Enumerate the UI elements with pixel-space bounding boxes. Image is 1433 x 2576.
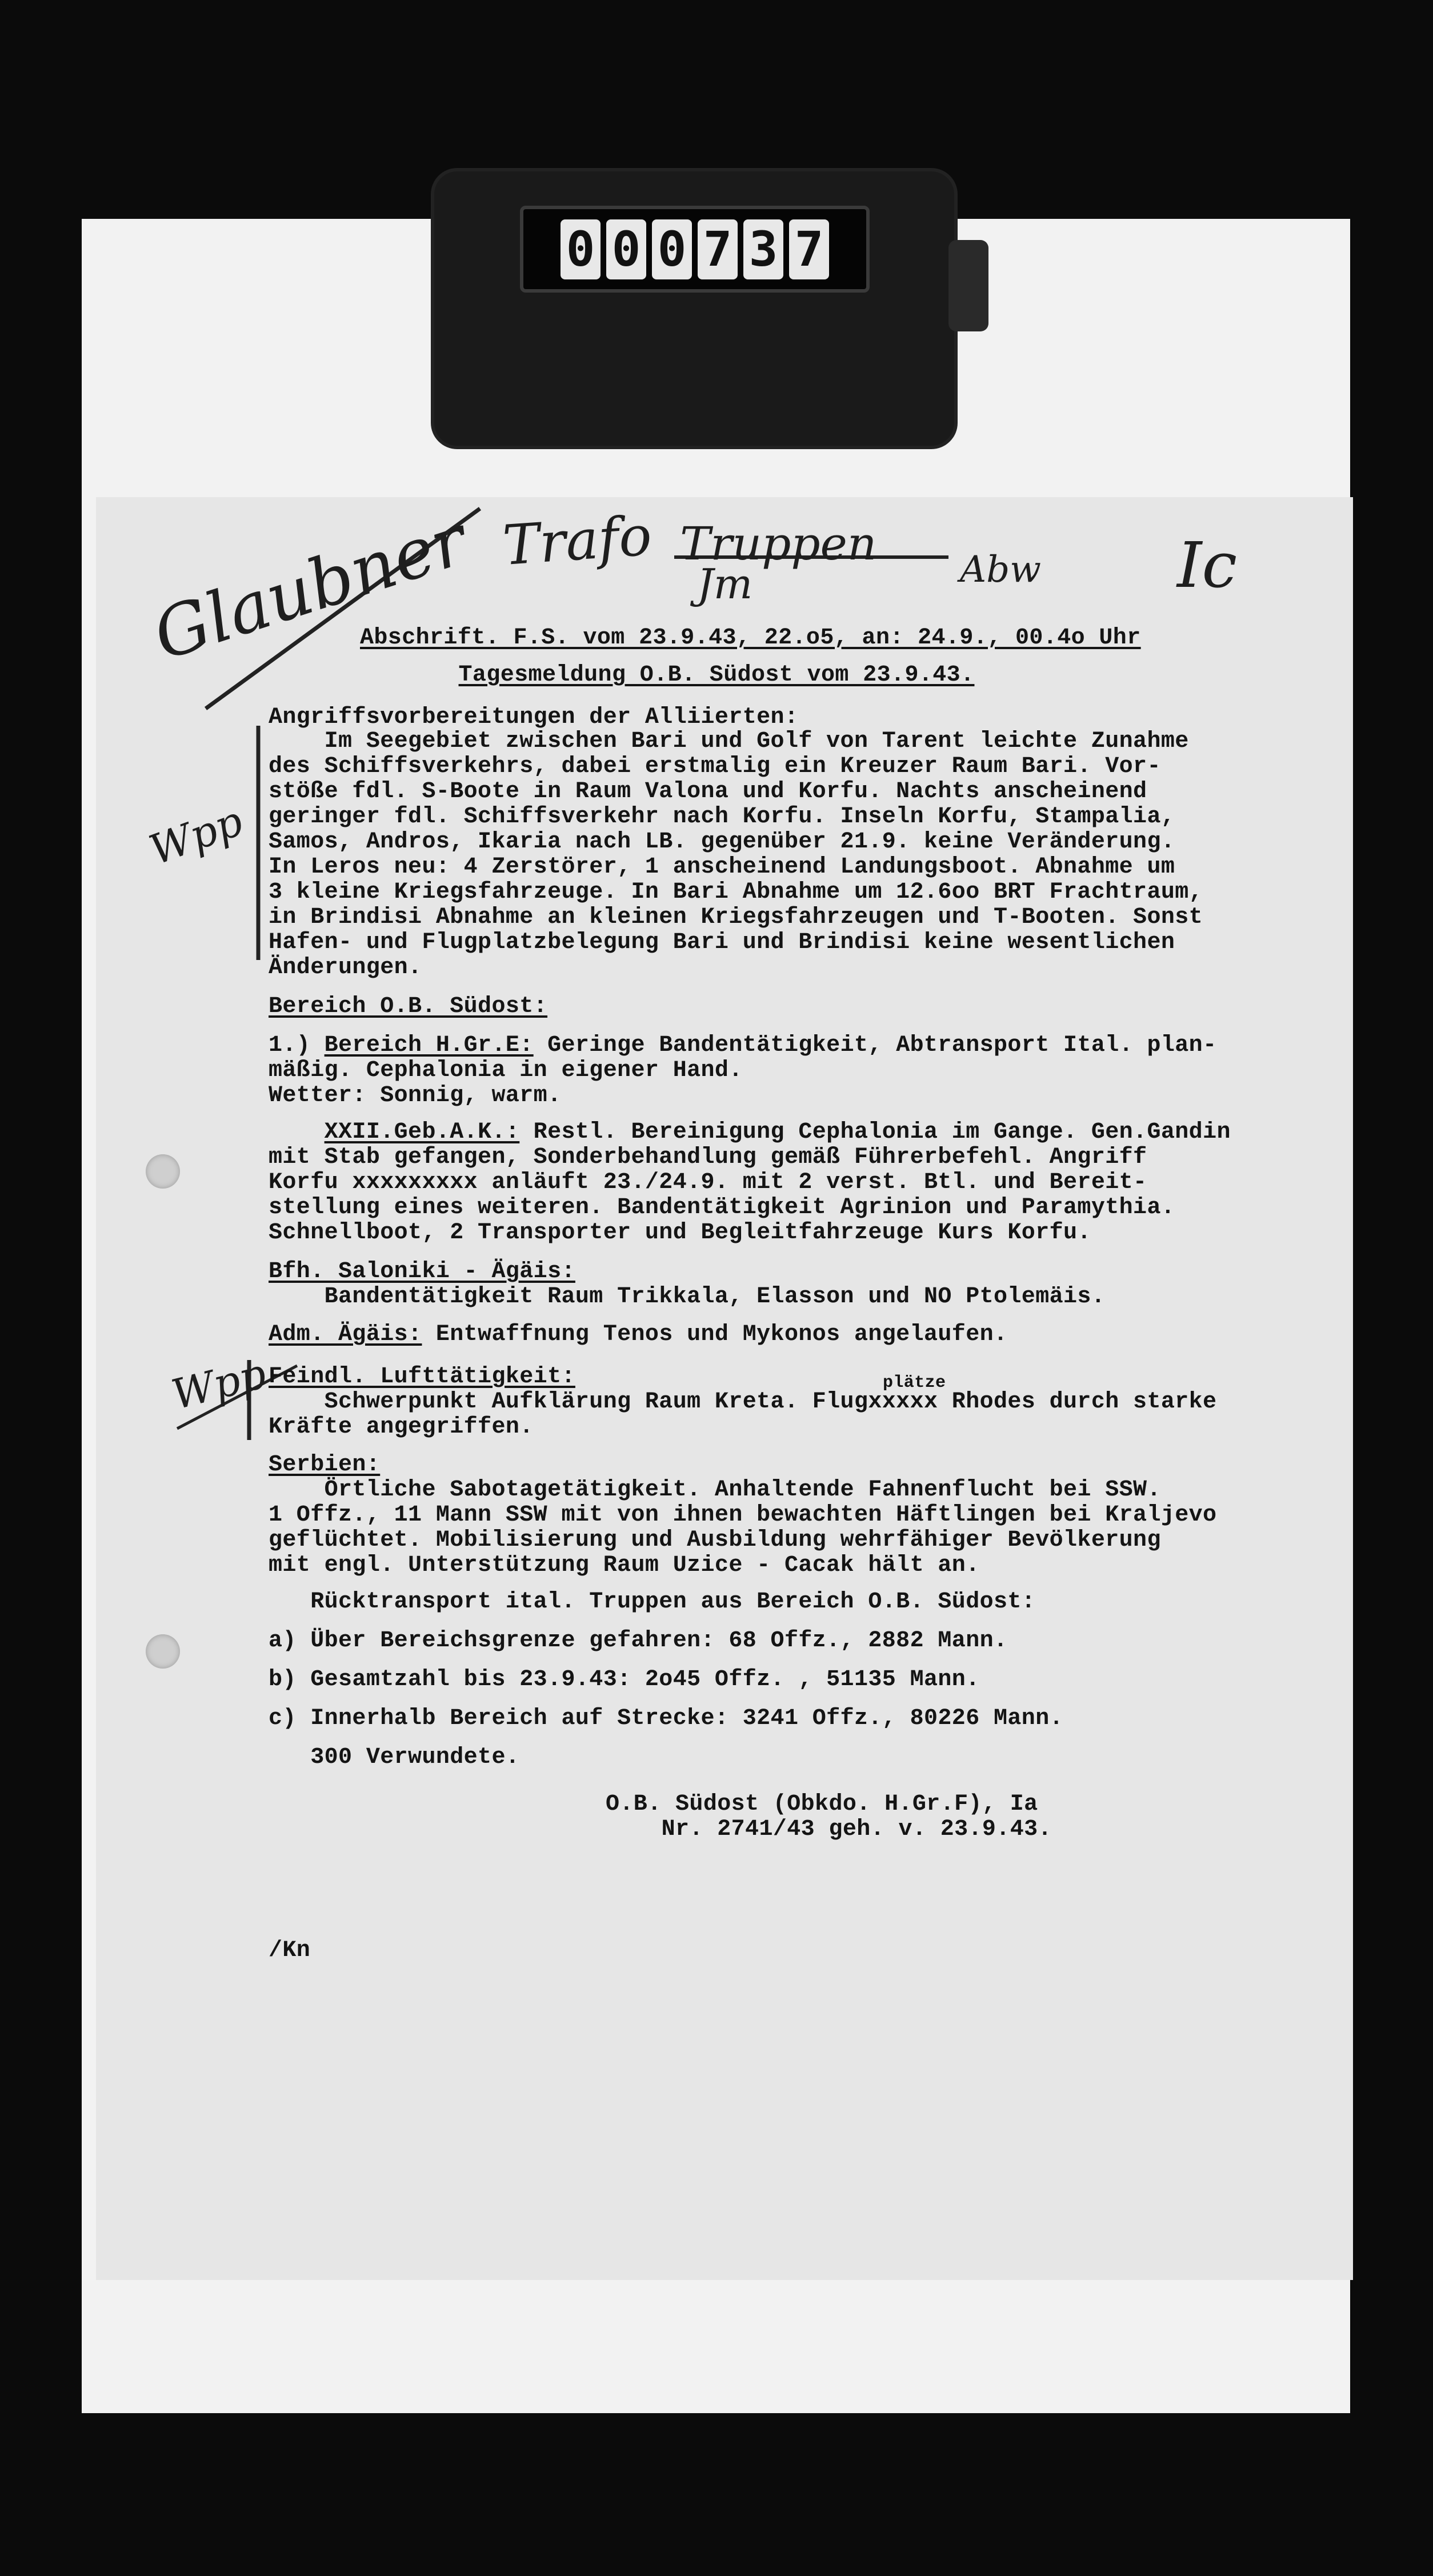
subsection-label: Serbien: bbox=[269, 1452, 381, 1478]
text-line: Örtliche Sabotagetätigkeit. Anhaltende Fahnenflucht bei SSW. bbox=[269, 1477, 1161, 1503]
subsection-label: Bereich H.Gr.E: bbox=[324, 1033, 534, 1058]
subsection-label: Adm. Ägäis: bbox=[269, 1322, 422, 1347]
list-item: b) Gesamtzahl bis 23.9.43: 2o45 Offz. , 51135 Mann. bbox=[269, 1667, 980, 1693]
margin-note: Wpp bbox=[143, 797, 249, 874]
signature-block: Nr. 2741/43 geh. v. 23.9.43. bbox=[606, 1817, 1052, 1842]
text-line bbox=[269, 1321, 1007, 1349]
text-line: mäßig. Cephalonia in eigener Hand. bbox=[269, 1058, 743, 1083]
text-line: 3 kleine Kriegsfahrzeuge. In Bari Abnahme um 12.6oo BRT Frachtraum, bbox=[269, 879, 1203, 905]
text-line: geringer fdl. Schiffsverkehr nach Korfu. Inseln Korfu, Stampalia, bbox=[269, 804, 1175, 830]
text-line: Schwerpunkt Aufklärung Raum Kreta. Flugxxxxx Rhodes durch starke bbox=[269, 1389, 1217, 1415]
subsection-label: Feindl. Lufttätigkeit: bbox=[269, 1364, 575, 1390]
text-line: Rücktransport ital. Truppen aus Bereich O.B. Südost: bbox=[269, 1589, 1036, 1615]
text-line: Samos, Andros, Ikaria nach LB. gegenüber 21.9. keine Veränderung. bbox=[269, 829, 1175, 855]
ic-mark: Ic bbox=[1177, 529, 1238, 602]
text-line: in Brindisi Abnahme an kleinen Kriegsfahrzeugen und T-Booten. Sonst bbox=[269, 905, 1203, 930]
indent bbox=[269, 1119, 325, 1145]
section-heading: Angriffsvorbereitungen der Alliierten: bbox=[269, 705, 799, 730]
text-line: Änderungen. bbox=[269, 955, 422, 981]
text-line: Schnellboot, 2 Transporter und Begleitfahrzeuge Kurs Korfu. bbox=[269, 1220, 1091, 1246]
handwritten-signature: Glaubner bbox=[144, 501, 477, 676]
text-line: Korfu xxxxxxxxx anläuft 23./24.9. mit 2 verst. Btl. und Bereit- bbox=[269, 1170, 1147, 1195]
handwritten-note: Trafo bbox=[501, 503, 654, 578]
signature-block: O.B. Südost (Obkdo. H.Gr.F), Ia bbox=[606, 1791, 1038, 1817]
handwritten-struck-note: Truppen bbox=[680, 517, 877, 570]
text-line: mit engl. Unterstützung Raum Uzice - Cacak hält an. bbox=[269, 1553, 980, 1578]
section-heading: Bereich O.B. Südost: bbox=[269, 994, 548, 1019]
handwritten-word: Abw bbox=[960, 549, 1041, 591]
text-line: 300 Verwundete. bbox=[269, 1745, 520, 1770]
counter-digit: 3 bbox=[743, 219, 783, 279]
list-item: a) Über Bereichsgrenze gefahren: 68 Offz., 2882 Mann. bbox=[269, 1628, 1008, 1654]
counter-digit: 0 bbox=[606, 219, 646, 279]
counter-digit: 7 bbox=[789, 219, 829, 279]
text-line: mit Stab gefangen, Sonderbehandlung gemäß Führerbefehl. Angriff bbox=[269, 1145, 1147, 1170]
handwritten-initial: Jm bbox=[697, 560, 753, 608]
text-line: stellung eines weiteren. Bandentätigkeit Agrinion und Paramythia. bbox=[269, 1195, 1175, 1221]
footer-initials: /Kn bbox=[269, 1938, 311, 1963]
text-line: Wetter: Sonnig, warm. bbox=[269, 1083, 562, 1109]
list-number: 1.) bbox=[269, 1033, 325, 1058]
text-line: geflüchtet. Mobilisierung und Ausbildung wehrfähiger Bevölkerung bbox=[269, 1527, 1161, 1553]
text-line: Bandentätigkeit Raum Trikkala, Elasson und NO Ptolemäis. bbox=[269, 1284, 1106, 1310]
text-span: Entwaffnung Tenos und Mykonos angelaufen. bbox=[422, 1322, 1008, 1347]
interlinear-correction: plätze bbox=[883, 1373, 946, 1393]
subsection-label: XXII.Geb.A.K.: bbox=[324, 1119, 520, 1145]
text-line: Kräfte angegriffen. bbox=[269, 1414, 534, 1440]
counter-digit: 0 bbox=[561, 219, 601, 279]
document-header: Abschrift. F.S. vom 23.9.43, 22.o5, an: 24.9., 00.4o Uhr bbox=[360, 625, 1141, 651]
text-line bbox=[269, 1032, 1216, 1059]
text-line: Im Seegebiet zwischen Bari und Golf von Tarent leichte Zunahme bbox=[269, 729, 1189, 754]
text-span: Restl. Bereinigung Cephalonia im Gange. Gen.Gandin bbox=[519, 1119, 1231, 1145]
text-line bbox=[269, 1119, 1231, 1146]
text-line: des Schiffsverkehrs, dabei erstmalig ein Kreuzer Raum Bari. Vor- bbox=[269, 754, 1161, 779]
list-item: c) Innerhalb Bereich auf Strecke: 3241 Offz., 80226 Mann. bbox=[269, 1706, 1064, 1731]
subsection-label: Bfh. Saloniki - Ägäis: bbox=[269, 1259, 575, 1285]
counter-digit: 0 bbox=[652, 219, 692, 279]
text-line: Hafen- und Flugplatzbelegung Bari und Brindisi keine wesentlichen bbox=[269, 930, 1175, 955]
text-line: stöße fdl. S-Boote in Raum Valona und Korfu. Nachts anscheinend bbox=[269, 779, 1147, 805]
counter-digit: 7 bbox=[698, 219, 738, 279]
text-span: Geringe Bandentätigkeit, Abtransport Ital. plan- bbox=[533, 1033, 1217, 1058]
text-line: 1 Offz., 11 Mann SSW mit von ihnen bewachten Häftlingen bei Kraljevo bbox=[269, 1502, 1217, 1528]
margin-note: Wpp bbox=[167, 1349, 271, 1419]
document-title: Tagesmeldung O.B. Südost vom 23.9.43. bbox=[458, 662, 975, 688]
text-line: In Leros neu: 4 Zerstörer, 1 anscheinend Landungsboot. Abnahme um bbox=[269, 854, 1175, 880]
